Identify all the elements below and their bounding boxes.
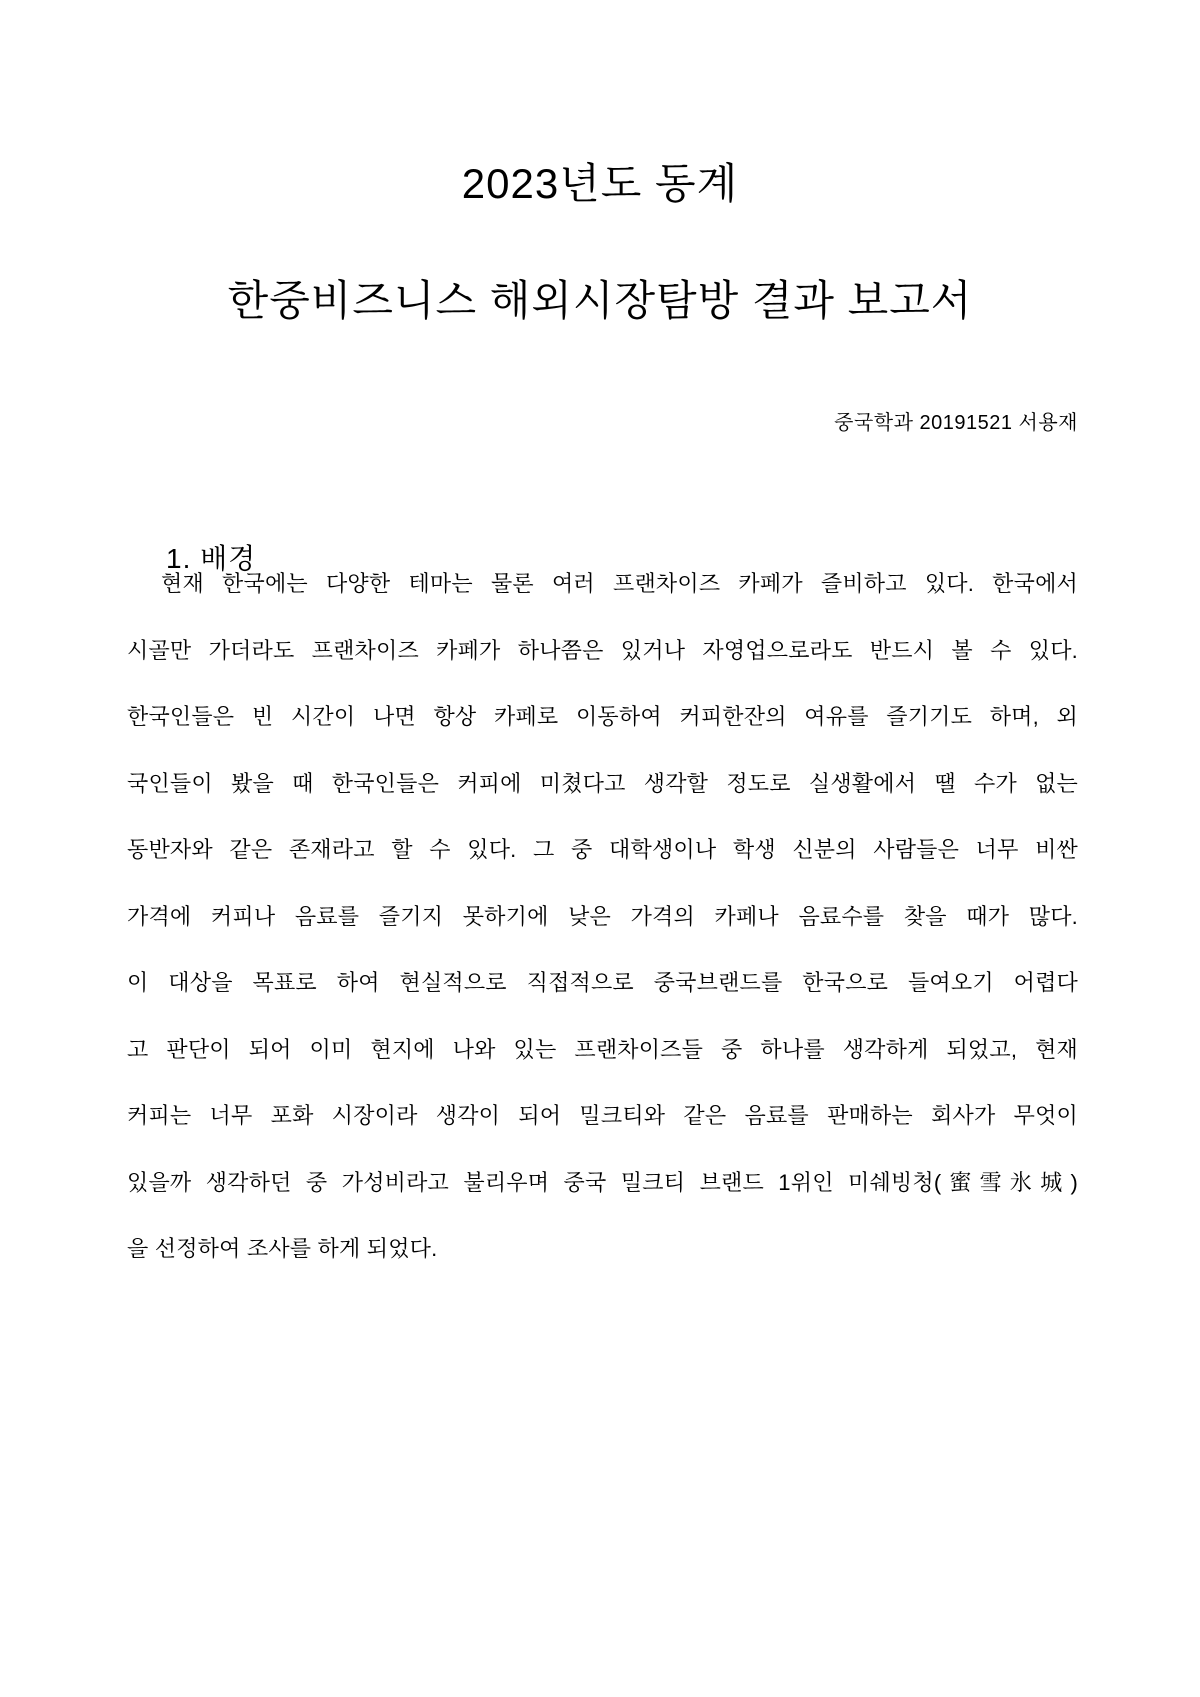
paragraph-line: 현재 한국에는 다양한 테마는 물론 여러 프랜차이즈 카페가 즐비하고 있다. 한국에서	[161, 571, 1078, 596]
paragraph-line: 커피는 너무 포화 시장이라 생각이 되어 밀크티와 같은 음료를 판매하는 회사가 무엇이	[127, 1103, 1078, 1128]
paragraph-line: 을 선정하여 조사를 하게 되었다.	[127, 1236, 438, 1261]
title-line-1: 2023년도 동계	[461, 160, 739, 207]
title-line-2: 한중비즈니스 해외시장탐방 결과 보고서	[227, 276, 973, 324]
paragraph-line: 국인들이 봤을 때 한국인들은 커피에 미쳤다고 생각할 정도로 실생활에서 땔 수가 없는	[127, 770, 1078, 796]
section-heading: 1. 배경	[166, 543, 257, 574]
paragraph-line: 동반자와 같은 존재라고 할 수 있다. 그 중 대학생이나 학생 신분의 사람들은 너무 비싼	[127, 837, 1078, 862]
paragraph-line: 한국인들은 빈 시간이 나면 항상 카페로 이동하여 커피한잔의 여유를 즐기기도 하며, 외	[127, 704, 1078, 729]
paragraph-line: 가격에 커피나 음료를 즐기지 못하기에 낮은 가격의 카페나 음료수를 찾을 때가 많다.	[127, 903, 1078, 929]
document-title	[0, 158, 1200, 327]
paragraph-line: 시골만 가더라도 프랜차이즈 카페가 하나쯤은 있거나 자영업으로라도 반드시 볼 수 있다.	[127, 637, 1078, 663]
section-paragraph	[127, 551, 1078, 1283]
paragraph-line: 이 대상을 목표로 하여 현실적으로 직접적으로 중국브랜드를 한국으로 들여오기 어렵다	[127, 970, 1078, 995]
author-line: 중국학과 20191521 서용재	[834, 412, 1078, 434]
paragraph-line: 고 판단이 되어 이미 현지에 나와 있는 프랜차이즈들 중 하나를 생각하게 되었고, 현재	[127, 1036, 1078, 1062]
paragraph-line: 있을까 생각하던 중 가성비라고 불리우며 중국 밀크티 브랜드 1위인 미쉐빙청(蜜雪氷城)	[127, 1169, 1078, 1195]
